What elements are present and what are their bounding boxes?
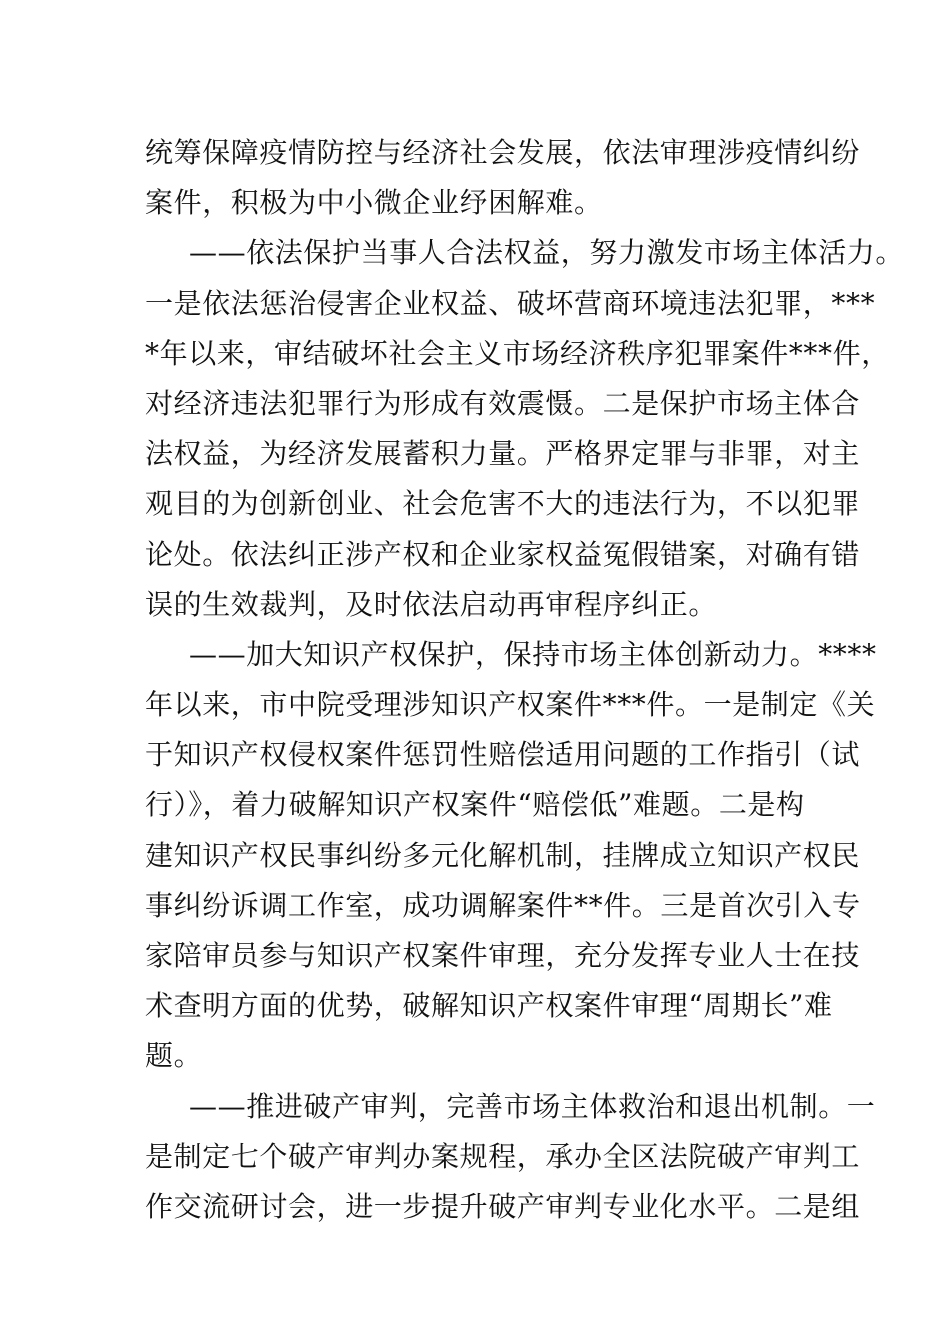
text-line: 作交流研讨会，进一步提升破产审判专业化水平。二是组: [145, 1189, 861, 1223]
text-line: ——推进破产审判，完善市场主体救治和退出机制。一: [189, 1089, 876, 1123]
text-line: 案件，积极为中小微企业纾困解难。: [145, 186, 603, 220]
text-line: 家陪审员参与知识产权案件审理，充分发挥专业人士在技: [145, 939, 861, 972]
text-line: 论处。依法纠正涉产权和企业家权益冤假错案，对确有错: [145, 537, 861, 571]
text-line: 法权益，为经济发展蓄积力量。严格界定罪与非罪，对主: [145, 437, 861, 471]
text-line: 建知识产权民事纠纷多元化解机制，挂牌成立知识产权民: [145, 838, 861, 872]
text-line: 是制定七个破产审判办案规程，承办全区法院破产审判工: [145, 1139, 861, 1173]
text-line: 题。: [145, 1039, 203, 1073]
text-line: ——依法保护当事人合法权益，努力激发市场主体活力。: [189, 236, 905, 270]
text-line: 事纠纷诉调工作室，成功调解案件**件。三是首次引入专: [145, 888, 861, 922]
text-line: 行）》，着力破解知识产权案件“赔偿低”难题。二是构: [145, 788, 805, 822]
text-line: 观目的为创新创业、社会危害不大的违法行为，不以犯罪: [145, 487, 861, 521]
text-line: 于知识产权侵权案件惩罚性赔偿适用问题的工作指引（试: [145, 738, 861, 772]
text-line: 术查明方面的优势，破解知识产权案件审理“周期长”难: [145, 989, 833, 1023]
text-line: *年以来，审结破坏社会主义市场经济秩序犯罪案件***件，: [145, 336, 890, 370]
document-body: [145, 128, 905, 1232]
text-line: ——加大知识产权保护，保持市场主体创新动力。****: [189, 637, 877, 671]
text-line: 年以来，市中院受理涉知识产权案件***件。一是制定《关: [145, 688, 876, 722]
text-line: 误的生效裁判，及时依法启动再审程序纠正。: [145, 587, 718, 621]
text-line: 统筹保障疫情防控与经济社会发展，依法审理涉疫情纠纷: [145, 136, 861, 169]
text-line: 一是依法惩治侵害企业权益、破坏营商环境违法犯罪，***: [145, 286, 876, 320]
text-line: 对经济违法犯罪行为形成有效震慑。二是保护市场主体合: [145, 386, 861, 420]
